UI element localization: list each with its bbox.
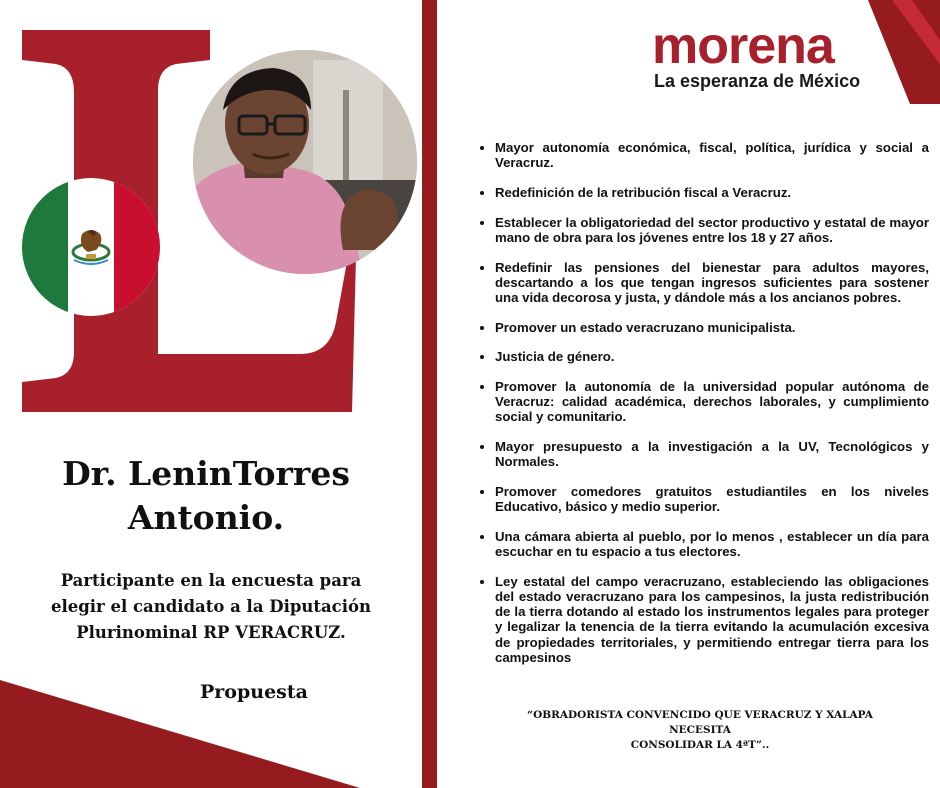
candidate-name — [20, 452, 392, 540]
list-item: • Justicia de género. — [495, 349, 929, 364]
closing-quote — [500, 708, 900, 753]
list-item: • Ley estatal del campo veracruzano, estableciendo las obligaciones del estado veracruzano para los campesinos, la justa redistribución de la tierra dotando al estado los instrumentos legales para proteger y legalizar la tenencia de la tierra evitando la acumulación excesiva de propiedades territoriales, y permitiendo entregar tierra para los campesinos — [495, 574, 929, 665]
mexican-flag-icon — [22, 178, 160, 316]
list-item: • Promover la autonomía de la universidad popular autónoma de Veracruz: calidad académica, derechos laborales, y cumplimiento social y comunitario. — [495, 379, 929, 425]
morena-tagline: La esperanza de México — [654, 71, 861, 91]
participant-line2: elegir el candidato a la Diputación — [50, 597, 372, 616]
list-item: • Establecer la obligatoriedad del sector productivo y estatal de mayor mano de obra para los jóvenes entre los 18 y 27 años. — [495, 215, 929, 245]
list-item: • Promover un estado veracruzano municipalista. — [495, 320, 929, 335]
list-item: • Redefinición de la retribución fiscal a Veracruz. — [495, 185, 929, 200]
participant-line3: Plurinominal RP VERACRUZ. — [76, 623, 346, 642]
eagle-emblem-icon — [66, 222, 116, 272]
closing-quote-line1: “OBRADORISTA CONVENCIDO QUE VERACRUZ Y XALAPA NECESITA — [527, 709, 873, 736]
list-item: • Mayor autonomía económica, fiscal, política, jurídica y social a Veracruz. — [495, 140, 929, 170]
logo-corner-decoration — [862, 0, 940, 104]
divider-bar — [422, 0, 437, 788]
candidate-name-line1: Dr. LeninTorres — [62, 454, 350, 493]
candidate-photo — [193, 50, 417, 274]
participant-description — [30, 568, 392, 646]
proposals-list — [478, 140, 929, 680]
list-item: • Una cámara abierta al pueblo, por lo menos , establecer un día para escuchar en tu espacio a tus electores. — [495, 529, 929, 559]
closing-quote-line2: CONSOLIDAR LA 4ªT”.. — [630, 739, 770, 751]
propuesta-label: Propuesta — [200, 681, 308, 703]
candidate-name-line2: Antonio. — [127, 498, 285, 537]
list-item: • Redefinir las pensiones del bienestar para adultos mayores, descartando a los que tengan ingresos suficientes para sostener una vida decorosa y justa, y dándole más a los ancianos pobres. — [495, 260, 929, 306]
list-item: • Promover comedores gratuitos estudiantiles en los niveles Educativo, básico y medio superior. — [495, 484, 929, 514]
left-panel — [0, 0, 422, 788]
list-item: • Mayor presupuesto a la investigación a la UV, Tecnológicos y Normales. — [495, 439, 929, 469]
morena-logo: morena — [652, 17, 834, 75]
participant-line1: Participante en la encuesta para — [60, 571, 362, 590]
